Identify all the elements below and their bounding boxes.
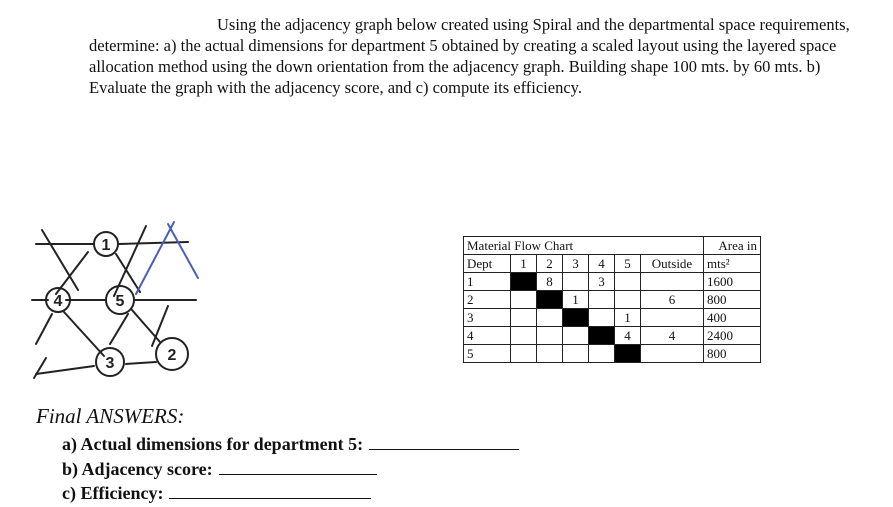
graph-node-label: 3	[105, 355, 115, 372]
dept-header: Dept	[464, 255, 511, 273]
graph-edge	[110, 314, 128, 344]
graph-node-label: 4	[53, 293, 63, 310]
graph-node-label: 2	[167, 347, 177, 364]
outside-header: Outside	[641, 255, 704, 273]
graph-edge	[42, 230, 78, 290]
graph-edge	[36, 314, 52, 344]
graph-node-label: 1	[101, 237, 111, 254]
final-answers-title: Final ANSWERS:	[36, 404, 185, 428]
graph-edge	[36, 366, 94, 374]
col-header: 3	[563, 255, 589, 273]
table-row: 4 4 4 2400	[464, 327, 761, 345]
area-header: Area in	[704, 237, 761, 255]
answer-c-blank[interactable]	[169, 482, 371, 499]
answer-a-label: a) Actual dimensions for department 5:	[62, 434, 364, 454]
problem-statement: Using the adjacency graph below created using Spiral and the departmental space requirements, determine: a) the actual dimensions for department 5 obtained by creating a scaled layout using the layered space allocation method using the down orientation from the adjacency graph. Building shape 100 mts. by 60 mts. b) Evaluate the graph with the adjacency score, and c) compute its efficiency.	[89, 15, 850, 97]
col-header: 1	[511, 255, 537, 273]
table-row: 5 800	[464, 345, 761, 363]
adjacency-graph	[28, 218, 208, 398]
answer-b-blank[interactable]	[219, 458, 377, 475]
answer-a-blank[interactable]	[369, 433, 519, 450]
table-row: 3 1 400	[464, 309, 761, 327]
answer-c-label: c) Efficiency:	[62, 483, 164, 503]
col-header: 4	[589, 255, 615, 273]
answer-b-label: b) Adjacency score:	[62, 459, 213, 479]
material-flow-chart	[463, 236, 761, 363]
col-header: 2	[537, 255, 563, 273]
graph-edge	[136, 222, 174, 294]
answer-a	[62, 433, 519, 455]
graph-edge	[34, 358, 46, 378]
answer-b	[62, 458, 377, 480]
answer-c	[62, 482, 371, 504]
table-row: 2 1 6 800	[464, 291, 761, 309]
graph-edge	[168, 224, 198, 278]
col-header: 5	[615, 255, 641, 273]
area-unit: mts²	[704, 255, 761, 273]
graph-edge	[126, 362, 156, 364]
graph-edge	[64, 312, 104, 356]
table-header-row	[464, 255, 761, 273]
table-title: Material Flow Chart	[464, 237, 704, 255]
table-row: 1 8 3 1600	[464, 273, 761, 291]
graph-node-label: 5	[115, 293, 125, 310]
